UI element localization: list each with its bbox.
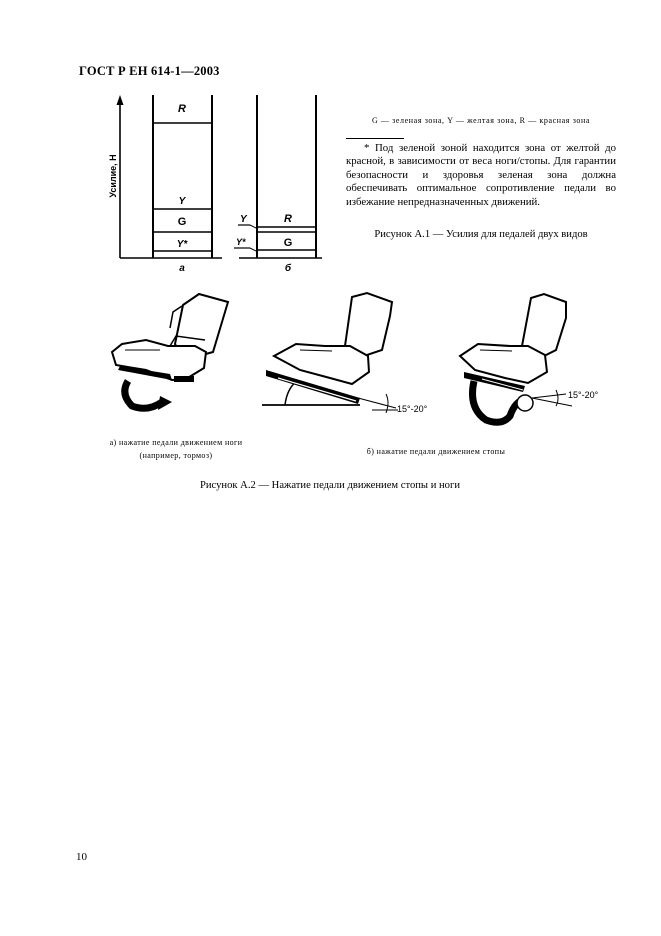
angle-label-b: 15°-20° xyxy=(397,404,428,414)
pivot-press-illustration xyxy=(460,294,599,422)
angle-label-c: 15°-20° xyxy=(568,390,599,400)
y-axis-arrow xyxy=(117,95,124,105)
figure-a2-caption: Рисунок А.2 — Нажатие педали движением стопы и ноги xyxy=(200,480,460,491)
pedal-illustrations xyxy=(0,285,661,435)
zone-y-star-label: Y* xyxy=(176,239,188,250)
y-axis-label: Усилие, Н xyxy=(108,154,118,198)
zone-r-label: R xyxy=(178,103,186,115)
zone-legend: G — зеленая зона, Y — желтая зона, R — красная зона xyxy=(371,116,591,125)
column-b-label: б xyxy=(284,263,292,274)
subcaption-b: б) нажатие педали движением стопы xyxy=(366,447,506,456)
zone-g-label: G xyxy=(177,216,187,228)
leg-press-illustration xyxy=(112,294,228,410)
column-a-label: а xyxy=(179,263,185,274)
subcaption-a: а) нажатие педали движением ноги (например, тормоз) xyxy=(109,438,243,460)
footnote: * Под зеленой зоной находится зона от желтой до красной, в зависимости от веса ноги/стопы. Для гарантии безопасности и здоровья зеленая зона должна обеспечивать оптимальное сопротивление педали во избежание непредназначенных движений. xyxy=(346,142,616,208)
figure-a1-caption: Рисунок А.1 — Усилия для педалей двух видов xyxy=(374,229,588,240)
zone-y-label: Y xyxy=(178,196,186,207)
zone-g-label-b: G xyxy=(283,237,293,249)
zone-r-label-b: R xyxy=(284,213,292,225)
column-b xyxy=(234,95,322,274)
column-a xyxy=(153,95,212,274)
page-number: 10 xyxy=(76,851,87,863)
document-header: ГОСТ Р ЕН 614-1—2003 xyxy=(79,64,220,78)
pointer-y-star-label: Y* xyxy=(236,237,246,247)
foot-press-illustration xyxy=(262,293,428,414)
pointer-y-label: Y xyxy=(240,214,247,225)
footnote-rule xyxy=(346,138,404,139)
